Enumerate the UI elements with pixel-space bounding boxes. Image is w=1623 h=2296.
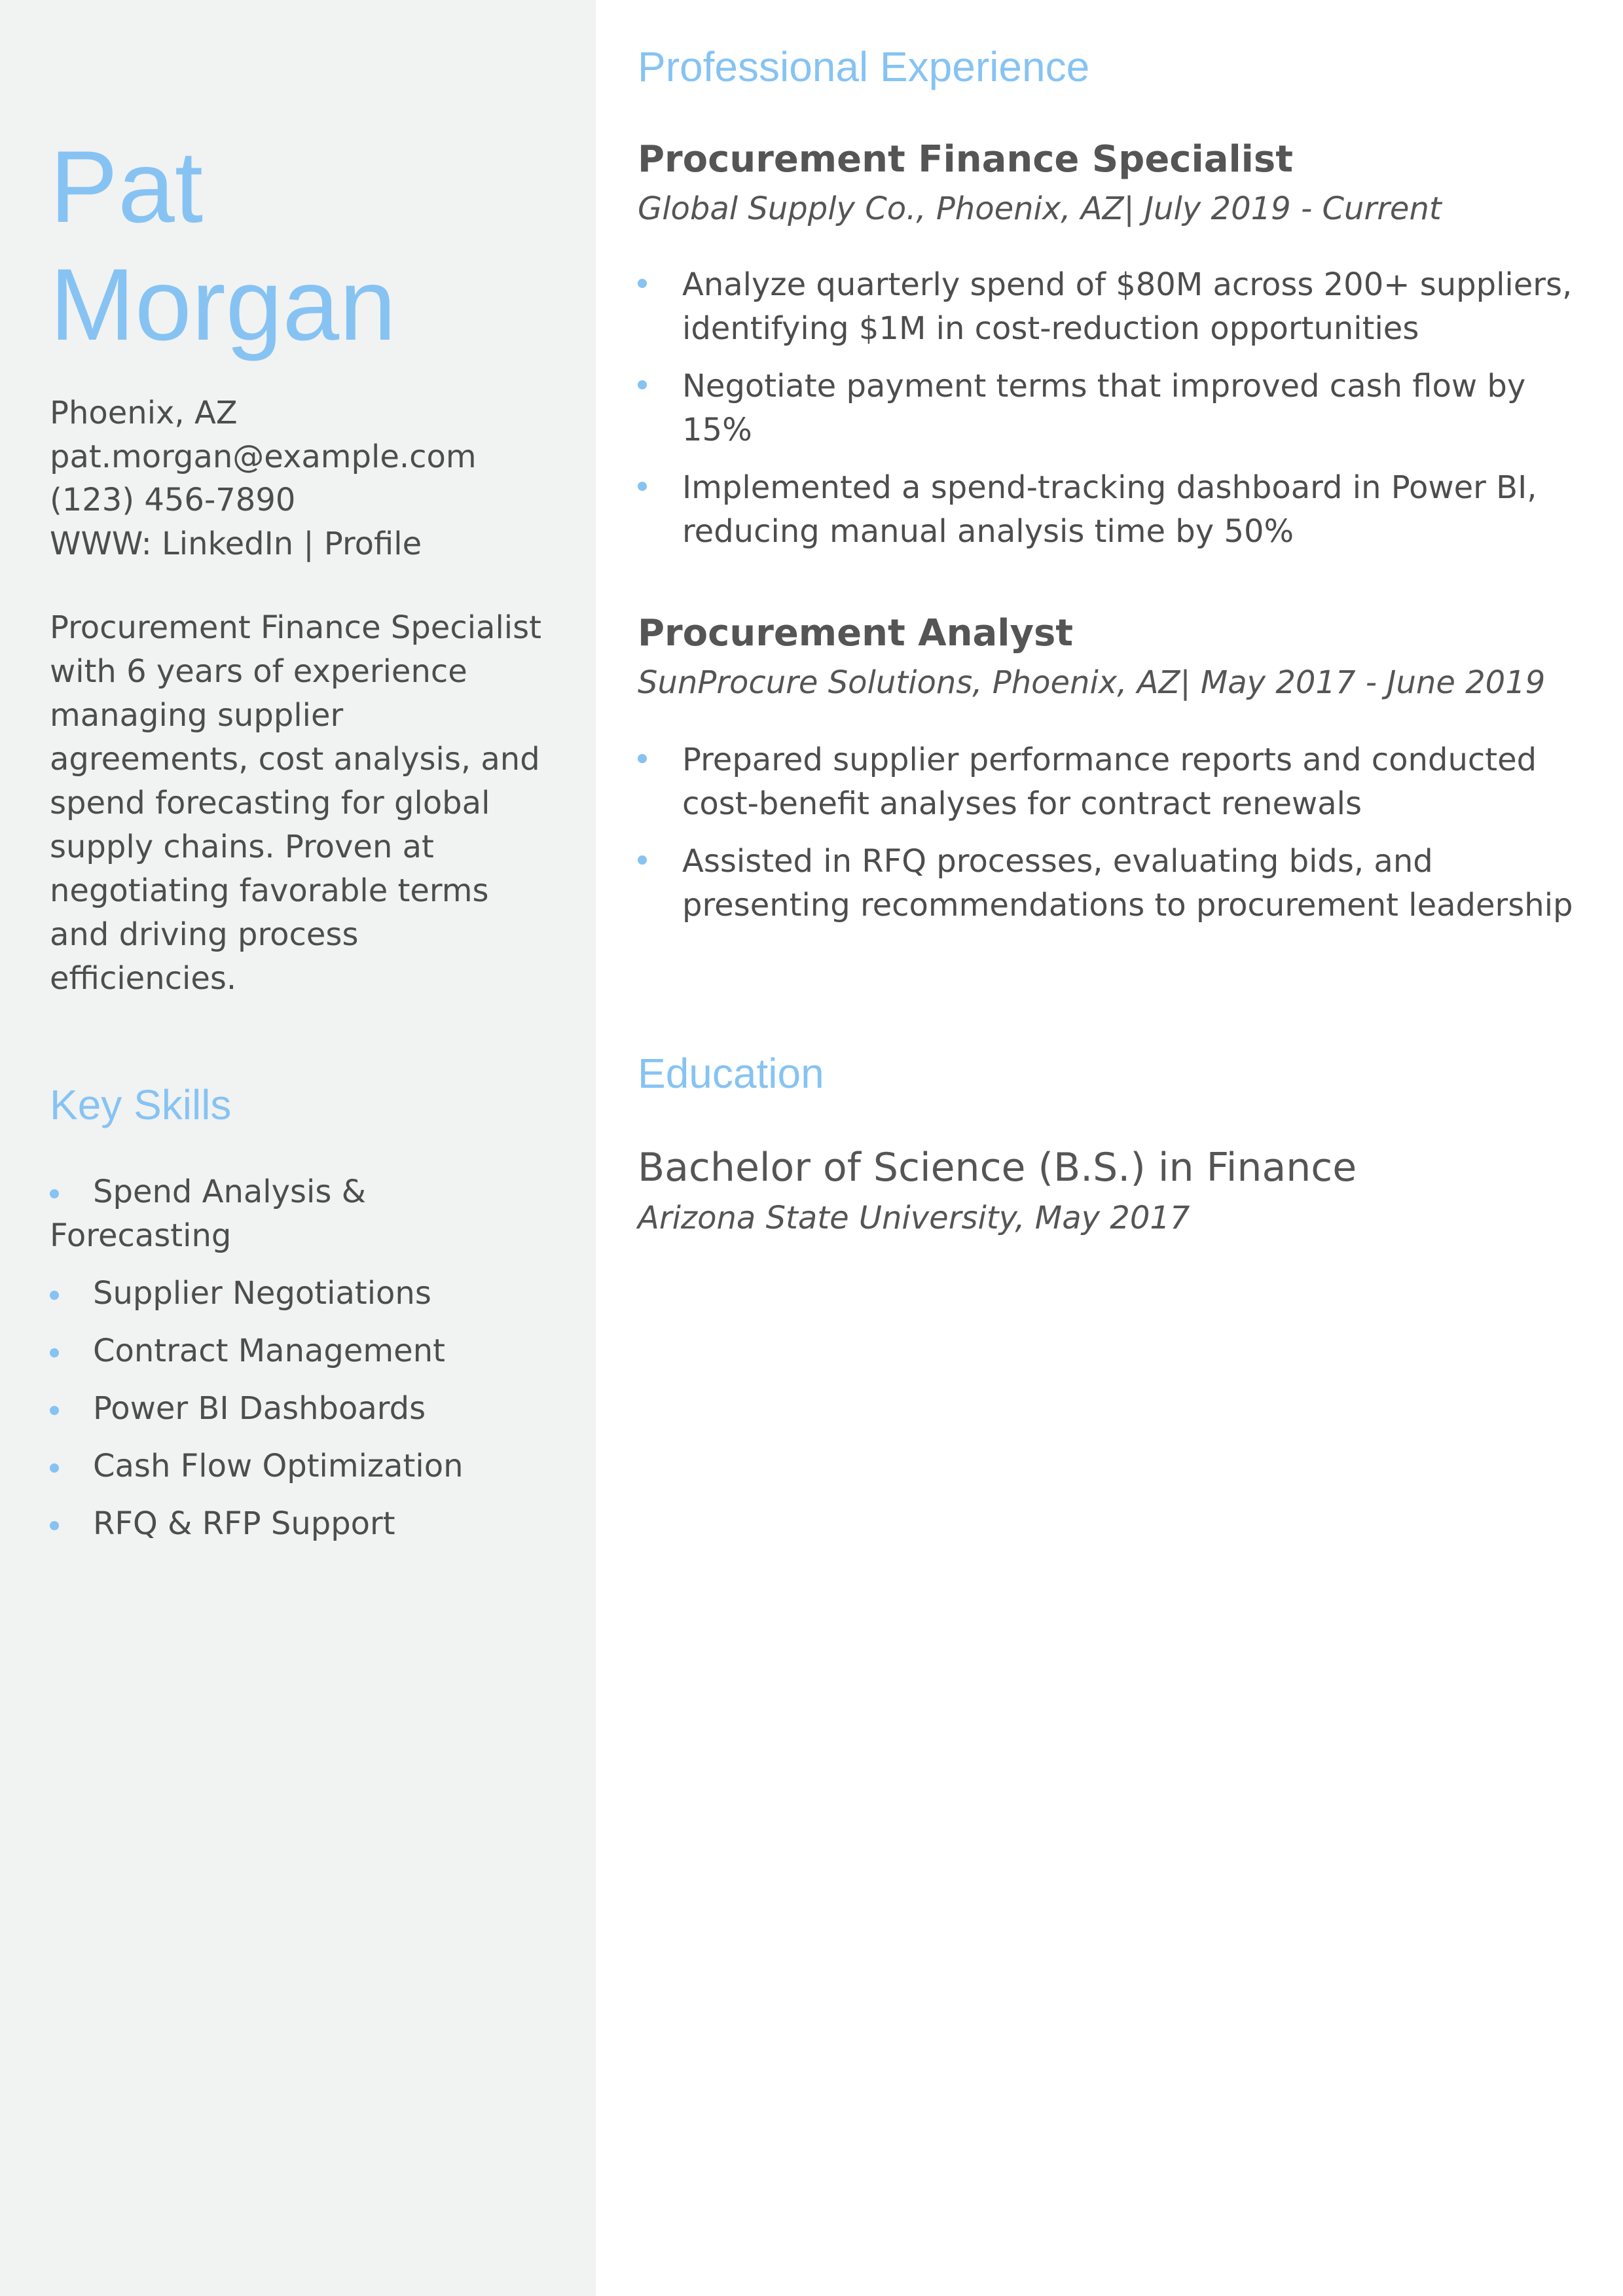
skill-item (50, 1329, 547, 1373)
education-heading: Education (638, 1050, 824, 1097)
bullet-icon (638, 754, 647, 763)
last-name: Morgan (50, 248, 396, 362)
bullet-icon (50, 1521, 59, 1530)
skill-label: RFQ & RFP Support (93, 1505, 395, 1542)
skill-label: Power BI Dashboards (93, 1390, 426, 1427)
skill-item (50, 1502, 547, 1546)
skill-label: Contract Management (93, 1333, 445, 1369)
bullet-text: Negotiate payment terms that improved cash flow by 15% (682, 368, 1526, 448)
bullet-item (638, 365, 1594, 452)
contact-info (50, 391, 477, 565)
job-bullets (638, 263, 1594, 567)
location: Phoenix, AZ (50, 395, 238, 431)
bullet-icon (638, 380, 647, 389)
bullet-icon (638, 482, 647, 491)
bullet-icon (50, 1189, 59, 1198)
job-meta: Global Supply Co., Phoenix, AZ| July 2019 - Current (638, 190, 1442, 227)
sidebar (0, 0, 596, 2296)
bullet-item (638, 738, 1594, 826)
bullet-icon (638, 279, 647, 288)
phone: (123) 456-7890 (50, 482, 296, 518)
job-meta: SunProcure Solutions, Phoenix, AZ| May 2017 - June 2019 (638, 664, 1546, 701)
experience-heading: Professional Experience (638, 43, 1090, 90)
candidate-name (50, 128, 396, 364)
bullet-text: Implemented a spend-tracking dashboard in Power BI, reducing manual analysis time by 50% (682, 469, 1537, 550)
first-name: Pat (50, 130, 204, 244)
bullet-text: Assisted in RFQ processes, evaluating bids, and presenting recommendations to procurement leadership (682, 843, 1573, 924)
skills-list (50, 1170, 547, 1560)
bullet-icon (638, 855, 647, 865)
bullet-icon (50, 1463, 59, 1473)
web-links[interactable]: WWW: LinkedIn | Profile (50, 525, 422, 562)
bullet-item (638, 840, 1594, 927)
degree: Bachelor of Science (B.S.) in Finance (638, 1145, 1357, 1191)
skill-label: Supplier Negotiations (93, 1275, 431, 1312)
bullet-text: Prepared supplier performance reports and conducted cost-benefit analyses for contract renewals (682, 742, 1537, 822)
skill-item (50, 1272, 547, 1316)
bullet-icon (50, 1406, 59, 1415)
skill-label: Spend Analysis & Forecasting (50, 1174, 367, 1254)
skills-heading: Key Skills (50, 1081, 232, 1128)
job-bullets (638, 738, 1594, 941)
skill-label: Cash Flow Optimization (93, 1448, 464, 1484)
bullet-icon (50, 1348, 59, 1357)
school: Arizona State University, May 2017 (638, 1200, 1190, 1236)
bullet-item (638, 263, 1594, 351)
bullet-text: Analyze quarterly spend of $80M across 200+ suppliers, identifying $1M in cost-reduction opportunities (682, 266, 1573, 347)
skill-item (50, 1444, 547, 1488)
skill-item (50, 1387, 547, 1431)
bullet-item (638, 466, 1594, 554)
profile-summary: Procurement Finance Specialist with 6 years of experience managing supplier agreements, cost analysis, and spend forecasting for global supply chains. Proven at negotiating favorable terms and driving process efficiencies. (50, 609, 541, 997)
job-title: Procurement Finance Specialist (638, 138, 1293, 181)
email[interactable]: pat.morgan@example.com (50, 438, 477, 475)
job-title: Procurement Analyst (638, 612, 1074, 655)
bullet-icon (50, 1291, 59, 1300)
skill-item (50, 1170, 547, 1258)
